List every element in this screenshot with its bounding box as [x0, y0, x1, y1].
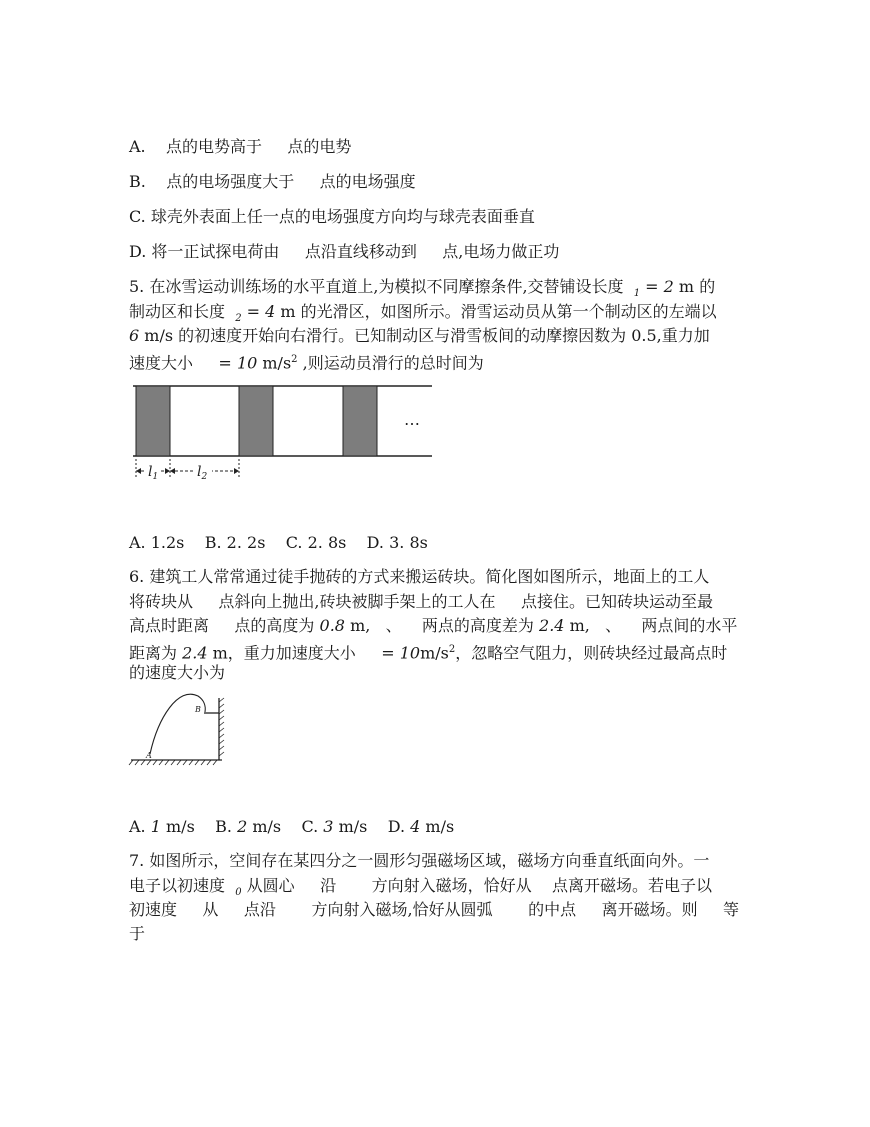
q6-line-3: 高点时距离 点的高度为 0.8 m, 、 两点的高度差为 2.4 m, 、 两点间的水平 [129, 616, 738, 635]
q5-line-4: 速度大小 = 10 $m/s^2$ ,则运动员滑行的总时间为 [129, 353, 484, 373]
q7-line-4: 于 [129, 924, 146, 943]
dim-arrow-l2-left [170, 468, 175, 474]
braking-zone-3 [343, 386, 377, 456]
point-a-label: A [146, 751, 152, 760]
q5-track-figure [128, 383, 438, 483]
trajectory-curve [150, 694, 205, 754]
q5-line-1: 5. 在冰雪运动训练场的水平直道上,为模拟不同摩擦条件,交替铺设长度 $_1$ = 2 m 的 [129, 277, 716, 300]
braking-zone-2 [239, 386, 273, 456]
q5-line-2: 制动区和长度 $_2$ = 4 m 的光滑区，如图所示。滑雪运动员从第一个制动区的左端以 [129, 302, 717, 325]
q7-line-1: 7. 如图所示，空间存在某四分之一圆形匀强磁场区域，磁场方向垂直纸面向外。一 [129, 851, 710, 870]
q7-line-3: 初速度 从 点沿 方向射入磁场,恰好从圆弧 的中点 离开磁场。则 等 [129, 900, 740, 919]
ground-hatching [129, 760, 217, 765]
q5-line-3: 6 m/s 的初速度开始向右滑行。已知制动区与滑雪板间的动摩擦因数为 0.5,重力加 [129, 326, 710, 345]
q6-line-5: 的速度大小为 [129, 663, 226, 682]
continuation-dots: … [404, 410, 420, 429]
dim-arrow-l1-right [165, 468, 170, 474]
wall-hatching [219, 698, 224, 756]
q7-line-2: 电子以初速度 $_0$ 从圆心 沿 方向射入磁场，恰好从 点离开磁场。若电子以 [129, 876, 713, 899]
q6-line-4: 距离为 2.4 m，重力加速度大小 = $10m/s^2$，忽略空气阻力，则砖块经过最高点时 [129, 643, 728, 663]
q6-line-2: 将砖块从 点斜向上抛出,砖块被脚手架上的工人在 点接住。已知砖块运动至最 [129, 592, 713, 611]
q4-option-a: A. 点的电势高于 点的电势 [129, 137, 352, 156]
q4-option-b: B. 点的电场强度大于 点的电场强度 [129, 172, 416, 191]
braking-zone-1 [136, 386, 170, 456]
dim-arrow-l1-left [136, 468, 141, 474]
q6-line-1: 6. 建筑工人常常通过徒手抛砖的方式来搬运砖块。简化图如图所示，地面上的工人 [129, 567, 710, 586]
point-b-label: B [195, 705, 201, 714]
label-l2: $l_2$ [197, 464, 208, 482]
label-l1: $l_1$ [148, 464, 159, 482]
q4-option-c: C. 球壳外表面上任一点的电场强度方向均与球壳表面垂直 [129, 207, 535, 226]
q6-options: A. 1 m/s B. 2 m/s C. 3 m/s D. 4 m/s [129, 817, 455, 836]
q5-options: A. 1.2s B. 2. 2s C. 2. 8s D. 3. 8s [129, 533, 428, 552]
q4-option-d: D. 将一正试探电荷由 点沿直线移动到 点,电场力做正功 [129, 242, 560, 261]
q6-trajectory-figure [128, 688, 228, 770]
dim-arrow-l2-right [234, 468, 239, 474]
